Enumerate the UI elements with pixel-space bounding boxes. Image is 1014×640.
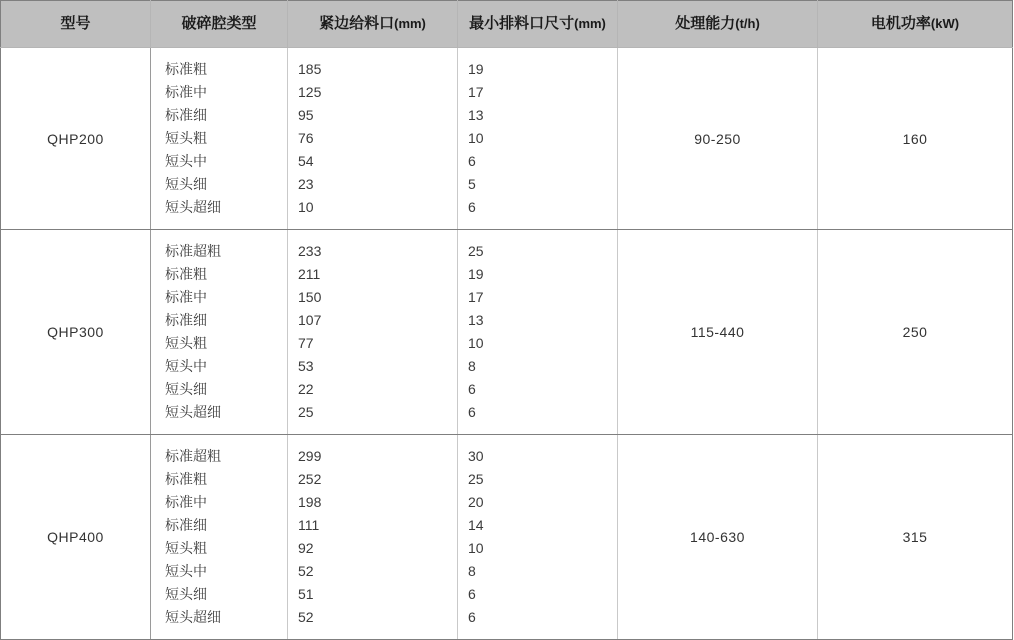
column-header-motor-power-label: 电机功率 bbox=[870, 14, 931, 32]
list-item: 25 bbox=[468, 471, 484, 487]
cell-feed-openings bbox=[288, 230, 458, 435]
list-item: 13 bbox=[468, 107, 484, 123]
list-item: 短头超细 bbox=[165, 609, 221, 625]
list-item: 8 bbox=[468, 563, 476, 579]
list-item: 211 bbox=[298, 266, 321, 282]
list-item: 短头中 bbox=[165, 153, 207, 169]
list-item: 54 bbox=[298, 153, 314, 169]
list-item: 25 bbox=[298, 404, 314, 420]
list-item: 6 bbox=[468, 153, 476, 169]
list-item: 111 bbox=[298, 517, 320, 533]
list-item: 198 bbox=[298, 494, 322, 510]
list-item: 19 bbox=[468, 266, 484, 282]
list-item: 8 bbox=[468, 358, 476, 374]
list-item: 76 bbox=[298, 130, 314, 146]
list-item: 短头超细 bbox=[165, 199, 221, 215]
list-item: 短头粗 bbox=[165, 130, 207, 146]
feed-opening-list bbox=[288, 445, 457, 629]
list-item: 53 bbox=[298, 358, 314, 374]
list-item: 150 bbox=[298, 289, 322, 305]
cavity-type-list bbox=[151, 58, 287, 219]
list-item: 标准超粗 bbox=[165, 243, 221, 259]
column-header-discharge-size-unit: (mm) bbox=[574, 15, 606, 31]
list-item: 19 bbox=[468, 61, 484, 77]
list-item: 短头细 bbox=[165, 381, 207, 397]
cell-model: QHP300 bbox=[1, 230, 151, 435]
column-header-model-label: 型号 bbox=[60, 14, 91, 32]
list-item: 6 bbox=[468, 586, 476, 602]
column-header-capacity bbox=[618, 1, 818, 48]
column-header-discharge-size-label: 最小排料口尺寸 bbox=[469, 14, 575, 32]
column-header-feed-opening-label: 紧边给料口 bbox=[319, 14, 395, 32]
column-header-capacity-unit: (t/h) bbox=[735, 15, 760, 31]
cell-model: QHP200 bbox=[1, 48, 151, 230]
list-item: 95 bbox=[298, 107, 314, 123]
list-item: 77 bbox=[298, 335, 314, 351]
list-item: 23 bbox=[298, 176, 314, 192]
table-row bbox=[1, 435, 1013, 640]
list-item: 10 bbox=[468, 335, 484, 351]
list-item: 标准中 bbox=[165, 84, 207, 100]
cell-discharge-sizes bbox=[458, 435, 618, 640]
table-body bbox=[1, 48, 1013, 640]
list-item: 92 bbox=[298, 540, 314, 556]
cell-motor-power: 160 bbox=[818, 48, 1013, 230]
cell-motor-power: 315 bbox=[818, 435, 1013, 640]
list-item: 20 bbox=[468, 494, 484, 510]
list-item: 22 bbox=[298, 381, 314, 397]
column-header-model bbox=[1, 1, 151, 48]
list-item: 233 bbox=[298, 243, 322, 259]
column-header-feed-opening-unit: (mm) bbox=[394, 15, 426, 31]
discharge-size-list bbox=[458, 58, 617, 219]
list-item: 标准中 bbox=[165, 289, 207, 305]
column-header-motor-power-unit: (kW) bbox=[930, 15, 960, 31]
table-header-row bbox=[1, 1, 1013, 48]
list-item: 125 bbox=[298, 84, 322, 100]
list-item: 10 bbox=[468, 130, 484, 146]
cell-cavity-types bbox=[151, 48, 288, 230]
list-item: 52 bbox=[298, 609, 314, 625]
table-row bbox=[1, 230, 1013, 435]
column-header-cavity-type-label: 破碎腔类型 bbox=[181, 14, 257, 32]
list-item: 10 bbox=[468, 540, 484, 556]
list-item: 标准细 bbox=[165, 107, 207, 123]
list-item: 6 bbox=[468, 609, 476, 625]
table-row bbox=[1, 48, 1013, 230]
list-item: 短头中 bbox=[165, 563, 207, 579]
list-item: 6 bbox=[468, 381, 476, 397]
table-header bbox=[1, 1, 1013, 48]
list-item: 5 bbox=[468, 176, 476, 192]
list-item: 52 bbox=[298, 563, 314, 579]
feed-opening-list bbox=[288, 58, 457, 219]
cell-capacity: 115-440 bbox=[618, 230, 818, 435]
list-item: 标准细 bbox=[165, 312, 207, 328]
list-item: 299 bbox=[298, 448, 322, 464]
column-header-cavity-type bbox=[151, 1, 288, 48]
list-item: 13 bbox=[468, 312, 484, 328]
list-item: 6 bbox=[468, 199, 476, 215]
list-item: 短头超细 bbox=[165, 404, 221, 420]
cell-model: QHP400 bbox=[1, 435, 151, 640]
list-item: 标准粗 bbox=[165, 471, 207, 487]
list-item: 标准粗 bbox=[165, 61, 207, 77]
cell-discharge-sizes bbox=[458, 48, 618, 230]
list-item: 30 bbox=[468, 448, 484, 464]
cell-feed-openings bbox=[288, 435, 458, 640]
list-item: 51 bbox=[298, 586, 314, 602]
list-item: 6 bbox=[468, 404, 476, 420]
list-item: 标准细 bbox=[165, 517, 207, 533]
cavity-type-list bbox=[151, 240, 287, 424]
list-item: 252 bbox=[298, 471, 322, 487]
list-item: 标准粗 bbox=[165, 266, 207, 282]
list-item: 10 bbox=[298, 199, 314, 215]
cell-motor-power: 250 bbox=[818, 230, 1013, 435]
cell-capacity: 90-250 bbox=[618, 48, 818, 230]
cell-cavity-types bbox=[151, 230, 288, 435]
list-item: 短头中 bbox=[165, 358, 207, 374]
list-item: 14 bbox=[468, 517, 484, 533]
cell-discharge-sizes bbox=[458, 230, 618, 435]
list-item: 标准超粗 bbox=[165, 448, 221, 464]
list-item: 25 bbox=[468, 243, 484, 259]
list-item: 107 bbox=[298, 312, 322, 328]
feed-opening-list bbox=[288, 240, 457, 424]
column-header-capacity-label: 处理能力 bbox=[675, 14, 736, 32]
column-header-feed-opening bbox=[288, 1, 458, 48]
list-item: 短头粗 bbox=[165, 540, 207, 556]
cavity-type-list bbox=[151, 445, 287, 629]
list-item: 标准中 bbox=[165, 494, 207, 510]
discharge-size-list bbox=[458, 240, 617, 424]
list-item: 185 bbox=[298, 61, 322, 77]
list-item: 短头细 bbox=[165, 176, 207, 192]
list-item: 短头细 bbox=[165, 586, 207, 602]
cell-feed-openings bbox=[288, 48, 458, 230]
cell-cavity-types bbox=[151, 435, 288, 640]
list-item: 17 bbox=[468, 289, 484, 305]
list-item: 短头粗 bbox=[165, 335, 207, 351]
column-header-motor-power bbox=[818, 1, 1013, 48]
cell-capacity: 140-630 bbox=[618, 435, 818, 640]
list-item: 17 bbox=[468, 84, 484, 100]
discharge-size-list bbox=[458, 445, 617, 629]
column-header-discharge-size bbox=[458, 1, 618, 48]
